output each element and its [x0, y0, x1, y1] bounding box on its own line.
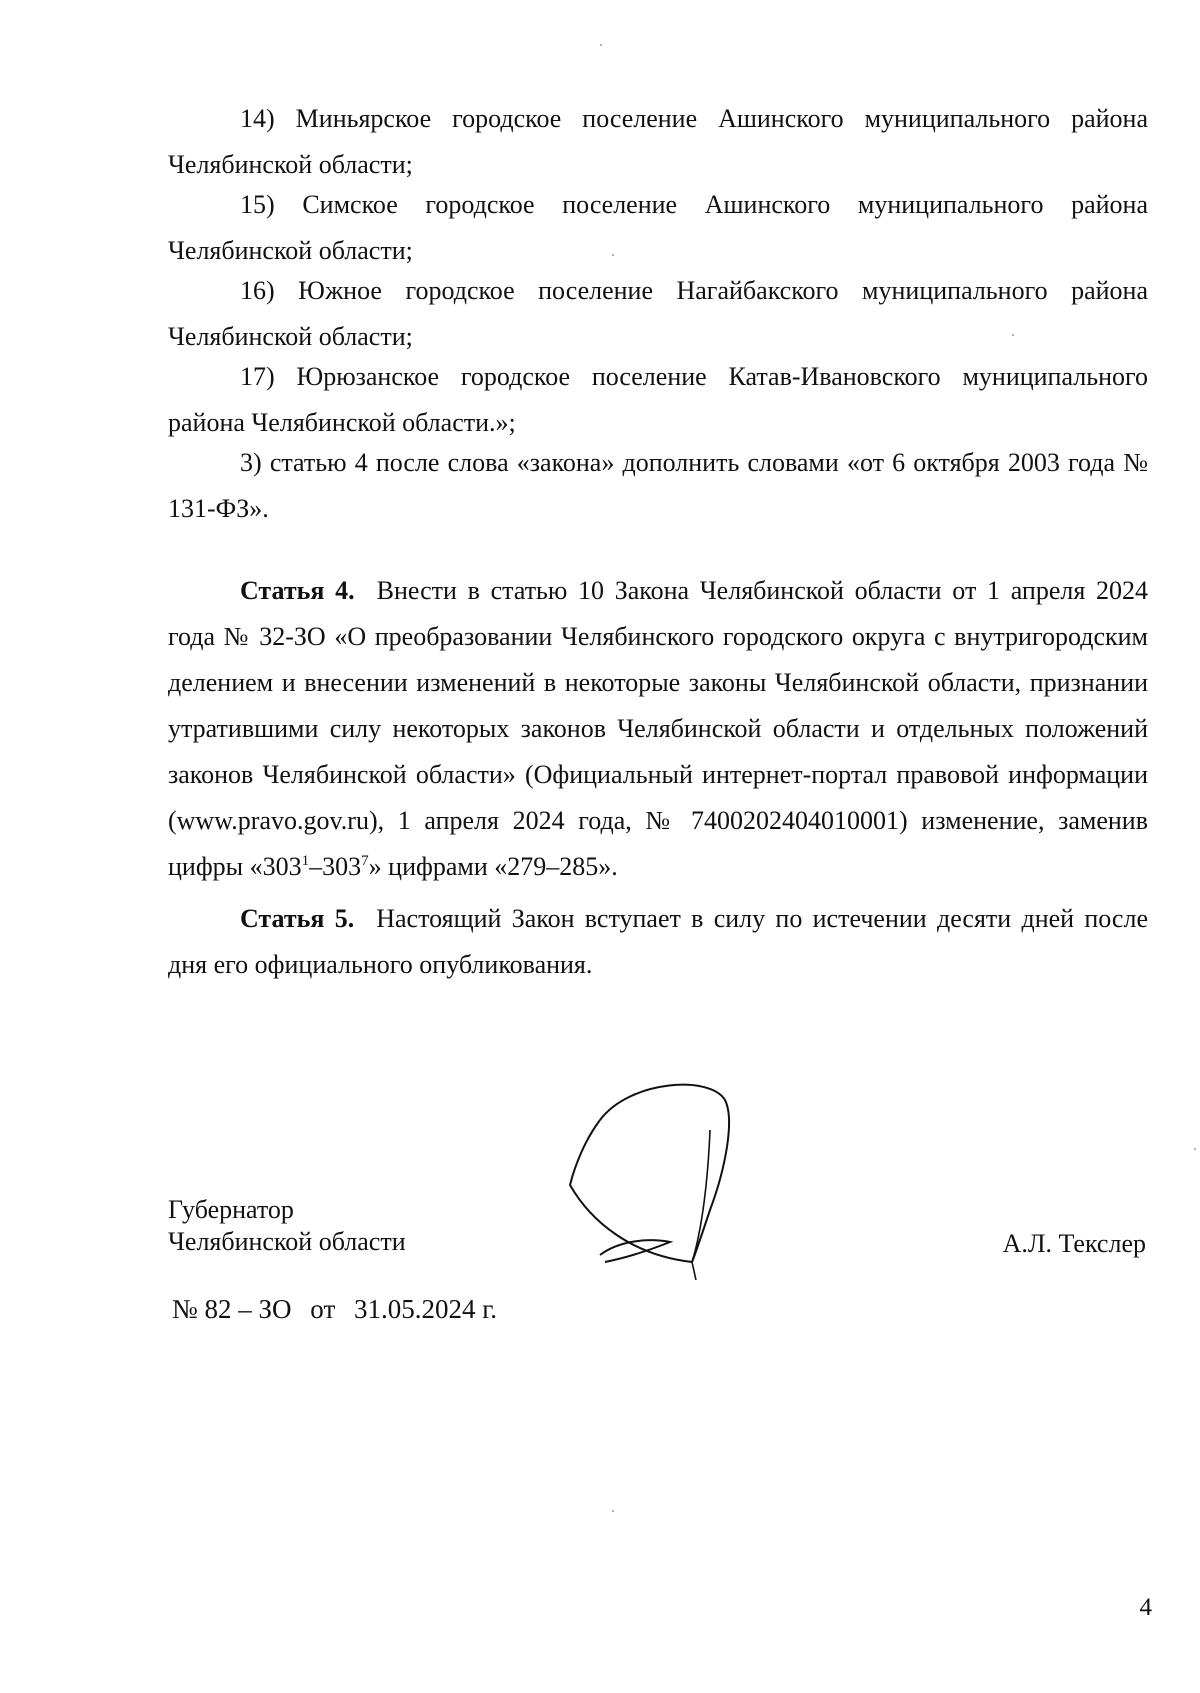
range-dash: – [309, 852, 323, 881]
item-text: Южное городское поселение Нагайбакского муниципального района Челябинской области; [168, 276, 1149, 351]
law-number-line [172, 1294, 509, 1325]
title-line: Губернатор [168, 1195, 294, 1224]
item-number: 17) [240, 362, 275, 391]
article-text-tail: » цифрами «279–285». [368, 852, 618, 881]
item-number: 15) [240, 190, 275, 219]
title-line: Челябинской области [168, 1227, 406, 1256]
superscript: 7 [361, 853, 369, 869]
item-number: 3) [240, 448, 262, 477]
scan-speck [1012, 334, 1014, 336]
scan-speck [612, 254, 614, 256]
item-text: Миньярское городское поселение Ашинского муниципального района Челябинской области; [168, 104, 1149, 179]
law-number: № 82 – ЗО [172, 1294, 292, 1324]
item-text: Юрюзанское городское поселение Катав-Ивановского муниципального района Челябинской области.»; [168, 362, 1149, 437]
list-item [168, 354, 1148, 446]
item-text: Симское городское поселение Ашинского муниципального района Челябинской области; [168, 190, 1149, 265]
amendment-item [168, 440, 1148, 532]
list-item [168, 268, 1148, 360]
law-date: 31.05.2024 г. [354, 1294, 498, 1324]
scan-speck [600, 44, 602, 46]
superscript: 1 [301, 853, 310, 869]
item-text: статью 4 после слова «закона» дополнить словами «от 6 октября 2003 года № 131-ФЗ». [168, 448, 1149, 523]
list-item [168, 182, 1148, 274]
handwritten-signature [560, 1080, 800, 1320]
list-item [168, 96, 1148, 188]
signatory-title [168, 1194, 406, 1258]
range-end: 303 [322, 852, 362, 881]
article-text: Настоящий Закон вступает в силу по истечении десяти дней после дня его официального опубликования. [168, 904, 1148, 979]
page-number: 4 [1139, 1594, 1152, 1621]
article-label: Статья 4. [240, 576, 355, 605]
item-number: 16) [240, 276, 275, 305]
signatory-name: А.Л. Текслер [1002, 1229, 1146, 1258]
range-start: 303 [262, 852, 302, 881]
item-number: 14) [240, 104, 275, 133]
scan-speck [612, 1510, 614, 1512]
article-text: Внести в статью 10 Закона Челябинской области от 1 апреля 2024 года № 32-ЗО «О преобразовании Челябинского городского округа с внутригородским делением и внесении изменений в некоторые законы Челябинской области, признании утратившими силу некоторых законов Челябинской области и отдельных положений законов Челябинской области» (Официальный интернет-портал правовой информации (www.pravo.gov.ru), 1 апреля 2024 года, № 7400202404010001) изменение, заменив цифры « [168, 576, 1149, 881]
article-label: Статья 5. [240, 904, 355, 933]
article-4 [168, 568, 1148, 890]
date-prefix: от [310, 1294, 336, 1324]
scan-speck [1194, 1148, 1196, 1150]
article-5 [168, 896, 1148, 988]
